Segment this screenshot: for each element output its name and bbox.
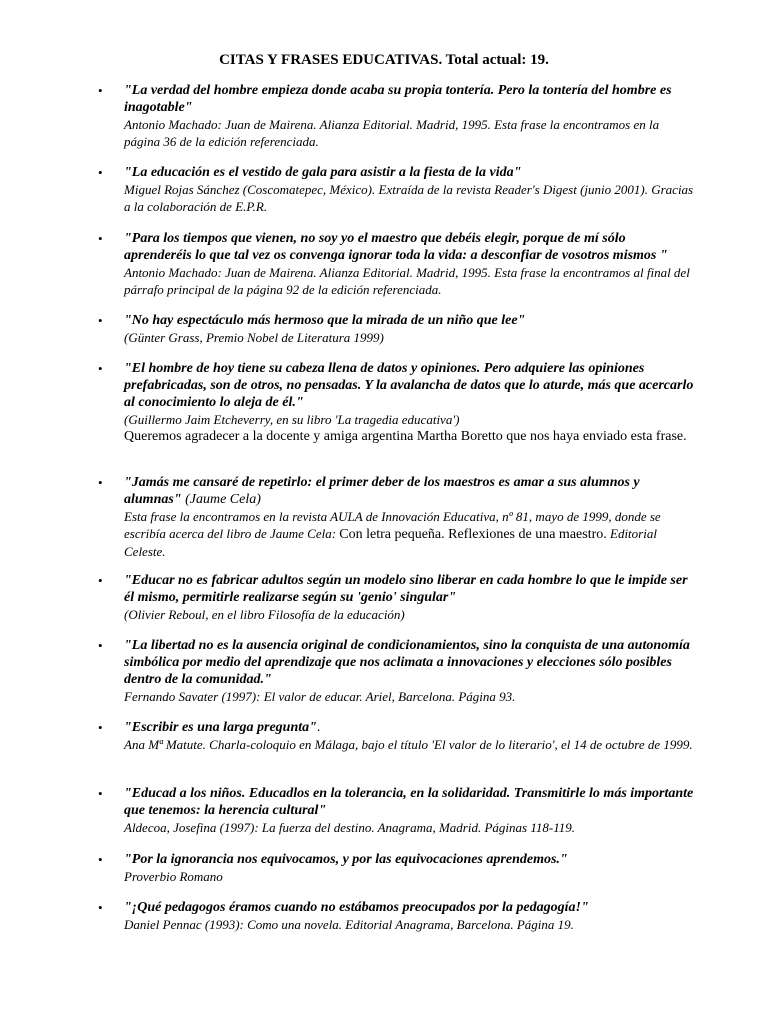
quote-trail: . — [316, 720, 321, 735]
quote-source: (Olivier Reboul, en el libro Filosofía de la educación) — [124, 607, 405, 622]
quote-source: Aldecoa, Josefina (1997): La fuerza del destino. Anagrama, Madrid. Páginas 118-119. — [124, 820, 575, 835]
list-item — [98, 785, 694, 836]
quote-source: (Guillermo Jaim Etcheverry, en su libro 'La tragedia educativa') — [124, 412, 460, 427]
list-item — [98, 719, 694, 753]
quote-source: Miguel Rojas Sánchez (Coscomatepec, México). Extraída de la revista Reader's Digest (junio 2001). Gracias a la colaboración de E.P.R. — [124, 182, 694, 214]
quote-text: "¡Qué pedagogos éramos cuando no estábamos preocupados por la pedagogía!" — [124, 900, 589, 915]
list-item — [98, 360, 694, 445]
acknowledgement-note: Queremos agradecer a la docente y amiga argentina Martha Boretto que nos haya enviado esta frase. — [124, 429, 687, 444]
quote-source: Antonio Machado: Juan de Mairena. Alianza Editorial. Madrid, 1995. Esta frase la encontramos en la página 36 de la edición referenciada. — [124, 117, 660, 149]
list-item — [98, 230, 694, 298]
list-item — [98, 474, 694, 560]
quote-source — [104, 508, 694, 560]
quote-text: "El hombre de hoy tiene su cabeza llena de datos y opiniones. Pero adquiere las opiniones prefabricadas, son de otros, no pensadas. Y la avalancha de datos que lo aturde, más que acercarlo al conocimiento lo aleja de él." — [124, 361, 694, 410]
list-item — [98, 164, 694, 215]
quote-source: Antonio Machado: Juan de Mairena. Alianza Editorial. Madrid, 1995. Esta frase la encontramos al final del párrafo principal de la página 92 de la edición referenciada. — [124, 265, 690, 297]
page-title: CITAS Y FRASES EDUCATIVAS. Total actual: 19. — [219, 52, 549, 68]
source-text: Esta frase la encontramos en la revista AULA de Innovación Educativa, nº 81, mayo de 1999, donde se escribía acerca del libro de Jaume Cela: — [124, 509, 661, 541]
list-item — [98, 82, 694, 150]
bullet-icon: • — [98, 231, 103, 246]
book-title: Con letra pequeña. Reflexiones de una maestro. — [339, 527, 607, 542]
quote-text: "La educación es el vestido de gala para asistir a la fiesta de la vida" — [124, 165, 522, 180]
quote-source: (Günter Grass, Premio Nobel de Literatura 1999) — [124, 330, 384, 345]
quote-text: "No hay espectáculo más hermoso que la mirada de un niño que lee" — [124, 313, 526, 328]
bullet-icon: • — [98, 313, 103, 328]
quote-text: "Para los tiempos que vienen, no soy yo el maestro que debéis elegir, porque de mí sólo aprenderéis lo que tal vez os convenga ignorar toda la vida: a desconfiar de vosotros mismos " — [124, 231, 668, 263]
quote-text: "Educar no es fabricar adultos según un modelo sino liberar en cada hombre lo que le impide ser él mismo, permitirle realizarse según su 'genio' singular" — [124, 573, 688, 605]
quote-text — [104, 474, 694, 508]
source-publisher: Editorial Celeste. — [124, 526, 657, 559]
quote-text: "La verdad del hombre empieza donde acaba su propia tontería. Pero la tontería del hombre es inagotable" — [124, 83, 672, 115]
bullet-icon: • — [98, 165, 103, 180]
list-item — [98, 312, 694, 346]
quote-text — [104, 719, 694, 736]
quote-source: Fernando Savater (1997): El valor de educar. Ariel, Barcelona. Página 93. — [124, 689, 516, 704]
bullet-icon: • — [98, 900, 103, 915]
bullet-icon: • — [98, 361, 103, 376]
list-item — [98, 851, 694, 885]
list-item — [98, 637, 694, 705]
quote-body: "Jamás me cansaré de repetirlo: el primer deber de los maestros es amar a sus alumnos y alumnas" — [124, 475, 640, 507]
list-item — [98, 572, 694, 623]
quote-source: Ana Mª Matute. Charla-coloquio en Málaga, bajo el título 'El valor de lo literario', el 14 de octubre de 1999. — [124, 737, 693, 752]
bullet-icon: • — [98, 475, 103, 490]
quote-author: (Jaume Cela) — [181, 492, 261, 507]
bullet-icon: • — [98, 573, 103, 588]
bullet-icon: • — [98, 638, 103, 653]
quote-body: "Escribir es una larga pregunta" — [124, 720, 317, 735]
bullet-icon: • — [98, 83, 103, 98]
quote-text: "La libertad no es la ausencia original de condicionamientos, sino la conquista de una autonomía simbólica por medio del aprendizaje que nos aclimata a innovaciones y elecciones sólo posibles dentro de la comunidad." — [124, 638, 690, 687]
quote-text: "Por la ignorancia nos equivocamos, y por las equivocaciones aprendemos." — [124, 852, 568, 867]
bullet-icon: • — [98, 786, 103, 801]
quote-source: Proverbio Romano — [124, 869, 223, 884]
list-item — [98, 899, 694, 933]
bullet-icon: • — [98, 852, 103, 867]
quote-source: Daniel Pennac (1993): Como una novela. Editorial Anagrama, Barcelona. Página 19. — [124, 917, 574, 932]
bullet-icon: • — [98, 720, 103, 735]
quote-text: "Educad a los niños. Educadlos en la tolerancia, en la solidaridad. Transmitirle lo más importante que tenemos: la herencia cultural" — [124, 786, 694, 818]
